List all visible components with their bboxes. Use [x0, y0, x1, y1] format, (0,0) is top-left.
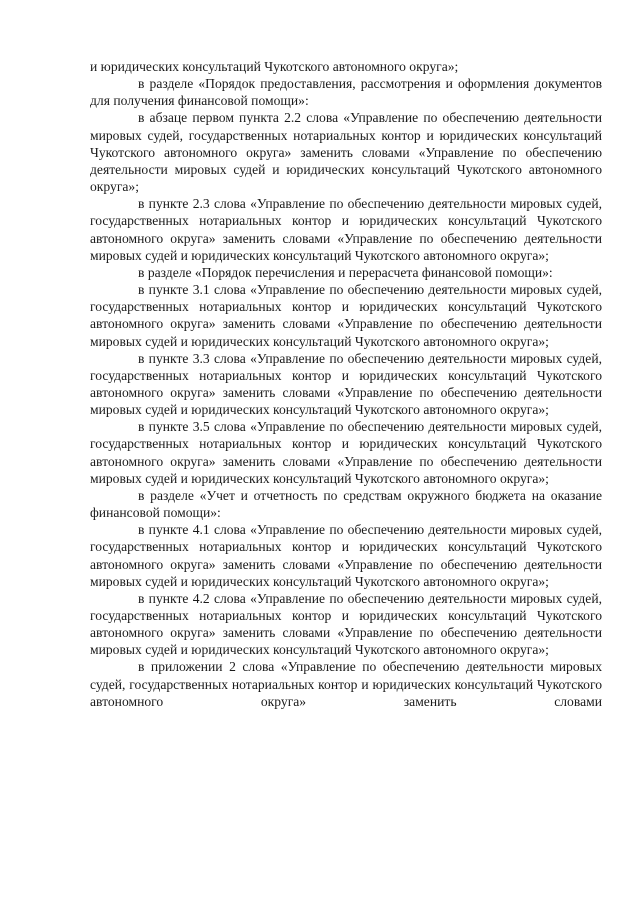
- paragraph: в разделе «Учет и отчетность по средствам окружного бюджета на оказание финансовой помощи»:: [90, 487, 602, 521]
- paragraph: в разделе «Порядок предоставления, рассмотрения и оформления документов для получения финансовой помощи»:: [90, 76, 602, 109]
- paragraph: в пункте 4.1 слова «Управление по обеспечению деятельности мировых судей, государственных нотариальных контор и юридических консультаций Чукотского автономного округа» заменить словами «Управление по обеспечению деятельности мировых судей и юридических консультаций Чукотского автономного округа»;: [90, 522, 602, 589]
- paragraph: в пункте 4.2 слова «Управление по обеспечению деятельности мировых судей, государственных нотариальных контор и юридических консультаций Чукотского автономного округа» заменить словами «Управление по обеспечению деятельности мировых судей и юридических консультаций Чукотского автономного округа»;: [90, 590, 602, 658]
- paragraph: в пункте 2.3 слова «Управление по обеспечению деятельности мировых судей, государственных нотариальных контор и юридических консультаций Чукотского автономного округа» заменить словами «Управление по обеспечению деятельности мировых судей и юридических консультаций Чукотского автономного округа»;: [90, 196, 602, 263]
- paragraph: в приложении 2 слова «Управление по обеспечению деятельности мировых судей, государственных нотариальных контор и юридических консультаций Чукотского автономного округа» заменить словами: [90, 659, 602, 709]
- paragraph: в пункте 3.5 слова «Управление по обеспечению деятельности мировых судей, государственных нотариальных контор и юридических консультаций Чукотского автономного округа» заменить словами «Управление по обеспечению деятельности мировых судей и юридических консультаций Чукотского автономного округа»;: [90, 419, 602, 486]
- paragraph: в пункте 3.3 слова «Управление по обеспечению деятельности мировых судей, государственных нотариальных контор и юридических консультаций Чукотского автономного округа» заменить словами «Управление по обеспечению деятельности мировых судей и юридических консультаций Чукотского автономного округа»;: [90, 350, 602, 418]
- paragraph: в абзаце первом пункта 2.2 слова «Управление по обеспечению деятельности мировых судей, государственных нотариальных контор и юридических консультаций Чукотского автономного округа» заменить словами «Управление по обеспечению деятельности мировых судей и юридических консультаций Чукотского автономного округа»;: [90, 110, 602, 195]
- paragraph: в пункте 3.1 слова «Управление по обеспечению деятельности мировых судей, государственных нотариальных контор и юридических консультаций Чукотского автономного округа» заменить словами «Управление по обеспечению деятельности мировых судей и юридических консультаций Чукотского автономного округа»;: [90, 282, 602, 349]
- paragraph: и юридических консультаций Чукотского автономного округа»;: [90, 59, 459, 74]
- paragraph: в разделе «Порядок перечисления и перерасчета финансовой помощи»:: [138, 264, 553, 280]
- document-page: [90, 58, 602, 710]
